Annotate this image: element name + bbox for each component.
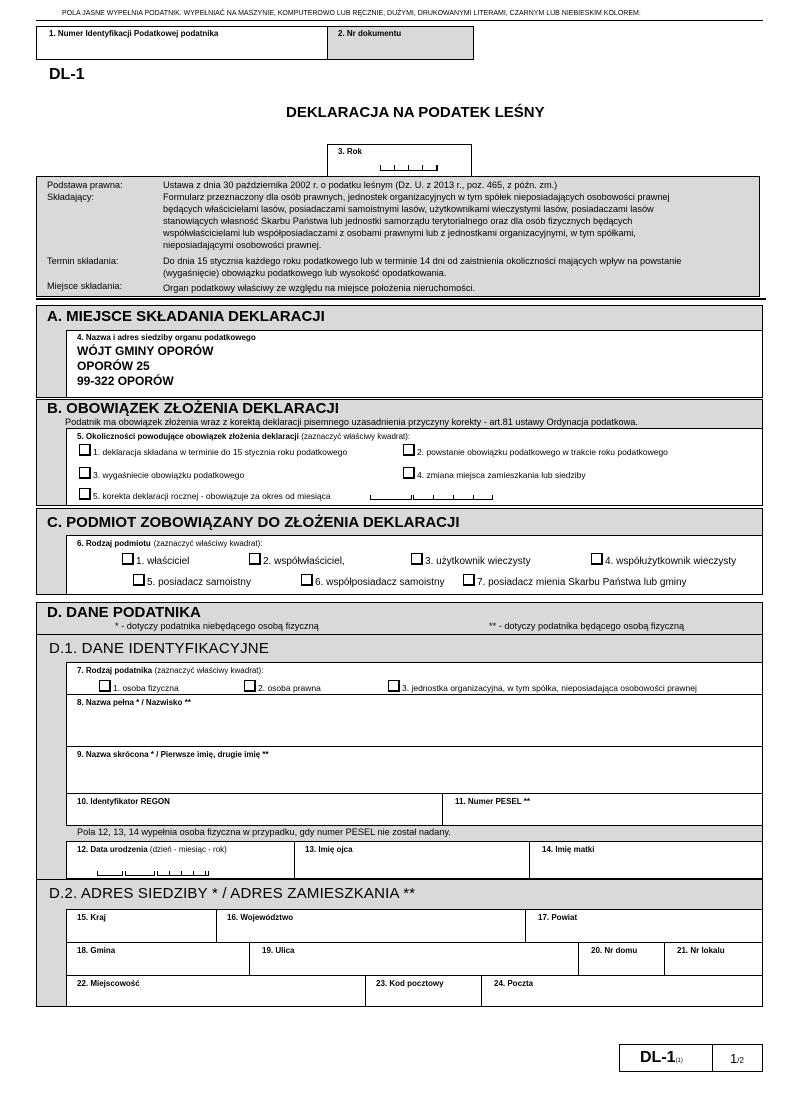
tax-office-line-2: OPORÓW 25 [77,359,150,373]
form-code: DL-1 [49,66,85,83]
taxpayer-option-1-label: 1. osoba fizyczna [113,683,179,693]
nip-label: 1. Numer Identyfikacji Podatkowej podatnika [49,29,219,38]
circumstance-option-3[interactable] [79,467,244,480]
section-d2-divider [37,879,762,880]
section-d1-title: D.1. DANE IDENTYFIKACYJNE [49,640,270,657]
section-d2-title: D.2. ADRES SIEDZIBY * / ADRES ZAMIESZKANIA ** [49,885,416,902]
regon-field[interactable] [66,793,443,826]
footer-page-total: /2 [737,1056,744,1065]
checkbox-icon[interactable] [301,574,313,586]
info-block [36,176,760,297]
deadline-line-1: Do dnia 15 stycznia każdego roku podatkowego lub w terminie 14 dni od zaistnienia okoliczności mających wpływ na powstanie [163,256,682,266]
entity-type-hint: (zaznaczyć właściwy kwadrat): [153,539,263,548]
filer-label: Składający: [47,192,94,202]
entity-type-label-bold: 6. Rodzaj podmiotu [77,539,151,548]
commune-label: 18. Gmina [77,946,116,955]
circumstances-hint: (zaznaczyć właściwy kwadrat): [301,432,411,441]
commune-field[interactable] [66,942,250,976]
county-label: 17. Powiat [538,913,578,922]
top-note: POLA JASNE WYPEŁNIA PODATNIK. WYPEŁNIAĆ NA MASZYNIE, KOMPUTEROWO LUB RĘCZNIE, DUŻYMI, DRUKOWANYMI LITERAMI, CZARNYM LUB NIEBIESKIM KOLOREM. [62,10,641,17]
circumstance-option-2-label: 2. powstanie obowiązku podatkowego w trakcie roku podatkowego [417,447,668,457]
section-d-title: D. DANE PODATNIKA [47,604,201,621]
entity-type-field [66,535,763,595]
tax-office-line-3: 99-322 OPORÓW [77,374,174,388]
birth-month-boxes [125,871,155,876]
entity-option-4[interactable] [591,553,736,567]
taxpayer-option-2-label: 2. osoba prawna [258,683,321,693]
filer-line-1: Formularz przeznaczony dla osób prawnych, jednostek organizacyjnych w tym spółek nieposiadających osobowości prawnej [163,192,670,202]
father-name-field[interactable] [294,841,530,879]
taxpayer-type-hint: (zaznaczyć właściwy kwadrat): [154,666,264,675]
full-name-field[interactable] [66,694,763,747]
circumstance-option-2[interactable] [403,444,668,457]
entity-option-1[interactable] [122,553,189,567]
filer-line-4: współwłaścicielami lub współposiadaczami z osobami prawnymi lub z jednostkami organizacyjnymi, w tym spółkami, [163,228,636,238]
section-d-note-2: ** - dotyczy podatnika będącego osobą fizyczną [489,621,685,631]
footer-divider [712,1045,713,1071]
filer-line-2: będących właścicielami lasów, posiadaczami samoistnymi lasów, użytkownikami wieczystymi lasów, posiadaczami lasów [163,204,654,214]
house-number-label: 20. Nr domu [591,946,638,955]
checkbox-icon[interactable] [249,553,261,565]
voivodeship-field[interactable] [216,909,526,943]
tax-office-label: 4. Nazwa i adres siedziby organu podatkowego [77,333,256,342]
pesel-note: Pola 12, 13, 14 wypełnia osoba fizyczna w przypadku, gdy numer PESEL nie został nadany. [77,827,451,837]
entity-option-3[interactable] [411,553,531,567]
footer-page-number: 1 [730,1051,738,1066]
section-c-title: C. PODMIOT ZOBOWIĄZANY DO ZŁOŻENIA DEKLARACJI [47,514,460,531]
city-label: 22. Miejscowość [77,979,140,988]
birth-day-boxes [97,871,123,876]
double-rule [36,298,766,300]
voivodeship-label: 16. Województwo [227,913,294,922]
county-field[interactable] [525,909,763,943]
checkbox-icon[interactable] [79,444,91,456]
circumstances-label-bold: 5. Okoliczności powodujące obowiązek złożenia deklaracji [77,432,299,441]
basis-label: Podstawa prawna: [47,180,123,190]
house-number-field[interactable] [578,942,665,976]
checkbox-icon[interactable] [403,444,415,456]
checkbox-icon[interactable] [122,553,134,565]
taxpayer-option-1[interactable] [99,680,179,693]
birth-date-label-bold: 12. Data urodzenia [77,845,148,854]
section-d-divider [37,634,762,635]
birth-year-boxes [157,871,209,876]
short-name-field[interactable] [66,746,763,794]
country-field[interactable] [66,909,217,943]
street-label: 19. Ulica [262,946,295,955]
footer-box [619,1044,763,1072]
correction-month-from[interactable] [370,495,412,500]
section-a-title: A. MIEJSCE SKŁADANIA DEKLARACJI [47,308,325,325]
post-office-field[interactable] [481,975,763,1007]
footer-code: DL-1 [640,1049,676,1066]
postal-code-label: 23. Kod pocztowy [376,979,444,988]
flat-number-field[interactable] [664,942,763,976]
checkbox-icon[interactable] [133,574,145,586]
section-d-note-1: * - dotyczy podatnika niebędącego osobą fizyczną [115,621,319,631]
circumstances-label [77,431,410,441]
checkbox-icon[interactable] [411,553,423,565]
footer-form-code [640,1049,683,1067]
short-name-label: 9. Nazwa skrócona * / Pierwsze imię, drugie imię ** [77,750,269,759]
checkbox-icon[interactable] [463,574,475,586]
flat-number-label: 21. Nr lokalu [677,946,725,955]
place-label: Miejsce składania: [47,281,123,291]
entity-option-3-label: 3. użytkownik wieczysty [425,556,531,567]
page-title: DEKLARACJA NA PODATEK LEŚNY [286,104,545,121]
taxpayer-option-2[interactable] [244,680,321,693]
circumstance-option-5-label: 5. korekta deklaracji rocznej - obowiązuje za okres od miesiąca [93,491,331,501]
taxpayer-type-label [77,665,263,675]
post-office-label: 24. Poczta [494,979,534,988]
entity-option-2[interactable] [249,553,345,567]
footer-code-sub: (1) [675,1058,683,1064]
checkbox-icon[interactable] [79,467,91,479]
taxpayer-type-field [66,662,763,695]
entity-option-1-label: 1. właściciel [136,556,190,567]
city-field[interactable] [66,975,366,1007]
taxpayer-type-label-bold: 7. Rodzaj podatnika [77,666,153,675]
checkbox-icon[interactable] [99,680,111,692]
correction-month-to[interactable] [413,495,493,500]
street-field[interactable] [249,942,579,976]
section-b-title: B. OBOWIĄZEK ZŁOŻENIA DEKLARACJI [47,400,339,417]
entity-type-label [77,538,262,549]
circumstance-option-1-label: 1. deklaracja składana w terminie do 15 stycznia roku podatkowego [93,447,348,457]
mother-name-field[interactable] [529,841,763,879]
checkbox-icon[interactable] [79,488,91,500]
basis-text: Ustawa z dnia 30 października 2002 r. o podatku leśnym (Dz. U. z 2013 r., poz. 465, z późn. zm.) [163,180,558,190]
checkbox-icon[interactable] [403,467,415,479]
regon-label: 10. Identyfikator REGON [77,797,170,806]
deadline-line-2: (wygaśnięcie) obowiązku podatkowego lub wysokość opodatkowania. [163,268,447,278]
document-number-label: 2. Nr dokumentu [338,29,402,38]
checkbox-icon[interactable] [244,680,256,692]
tax-office-line-1: WÓJT GMINY OPORÓW [77,344,214,358]
pesel-field[interactable] [442,793,763,826]
checkbox-icon[interactable] [388,680,400,692]
year-field[interactable] [327,144,472,177]
entity-option-7[interactable] [463,574,687,588]
top-rule [36,20,763,21]
entity-option-5[interactable] [133,574,251,588]
circumstance-option-1[interactable] [79,444,347,457]
birth-date-field[interactable] [66,841,295,879]
deadline-label: Termin składania: [47,256,119,266]
nip-field[interactable] [36,26,328,60]
year-label: 3. Rok [338,147,363,156]
postal-code-field[interactable] [365,975,482,1007]
circumstances-field [66,428,763,506]
taxpayer-option-3-label: 3. jednostka organizacyjna, w tym spółka, nieposiadająca osobowości prawnej [402,683,697,693]
entity-option-6-label: 6. współposiadacz samoistny [315,577,445,588]
tax-office-field[interactable] [66,330,763,398]
full-name-label: 8. Nazwa pełna * / Nazwisko ** [77,698,191,707]
filer-line-5: nieposiadającymi osobowości prawnej. [163,240,322,250]
circumstance-option-4[interactable] [403,467,586,480]
year-boxes [380,165,438,171]
document-number-field[interactable] [327,26,474,60]
father-name-label: 13. Imię ojca [305,845,353,854]
checkbox-icon[interactable] [591,553,603,565]
circumstance-option-3-label: 3. wygaśniecie obowiązku podatkowego [93,470,245,480]
entity-option-5-label: 5. posiadacz samoistny [147,577,251,588]
entity-option-6[interactable] [301,574,445,588]
footer-page [730,1050,744,1068]
circumstance-option-4-label: 4. zmiana miejsca zamieszkania lub siedziby [417,470,586,480]
filer-line-3: stanowiących własność Skarbu Państwa lub jednostki samorządu terytorialnego oraz dla osób fizycznych będących [163,216,633,226]
circumstance-option-5[interactable] [79,488,331,501]
birth-date-hint: (dzień - miesiąc - rok) [149,845,227,854]
entity-option-4-label: 4. współużytkownik wieczysty [605,556,737,567]
taxpayer-option-3[interactable] [388,680,697,693]
section-b-note: Podatnik ma obowiązek złożenia wraz z korektą deklaracji pisemnego uzasadnienia przyczyny korekty - art.81 ustawy Ordynacja podatkowa. [65,417,638,427]
pesel-label: 11. Numer PESEL ** [455,797,530,806]
mother-name-label: 14. Imię matki [542,845,595,854]
birth-date-label [77,845,227,854]
entity-option-7-label: 7. posiadacz mienia Skarbu Państwa lub gminy [477,577,687,588]
country-label: 15. Kraj [77,913,106,922]
entity-option-2-label: 2. współwłaściciel, [263,556,345,567]
place-text: Organ podatkowy właściwy ze względu na miejsce położenia nieruchomości. [163,283,476,293]
